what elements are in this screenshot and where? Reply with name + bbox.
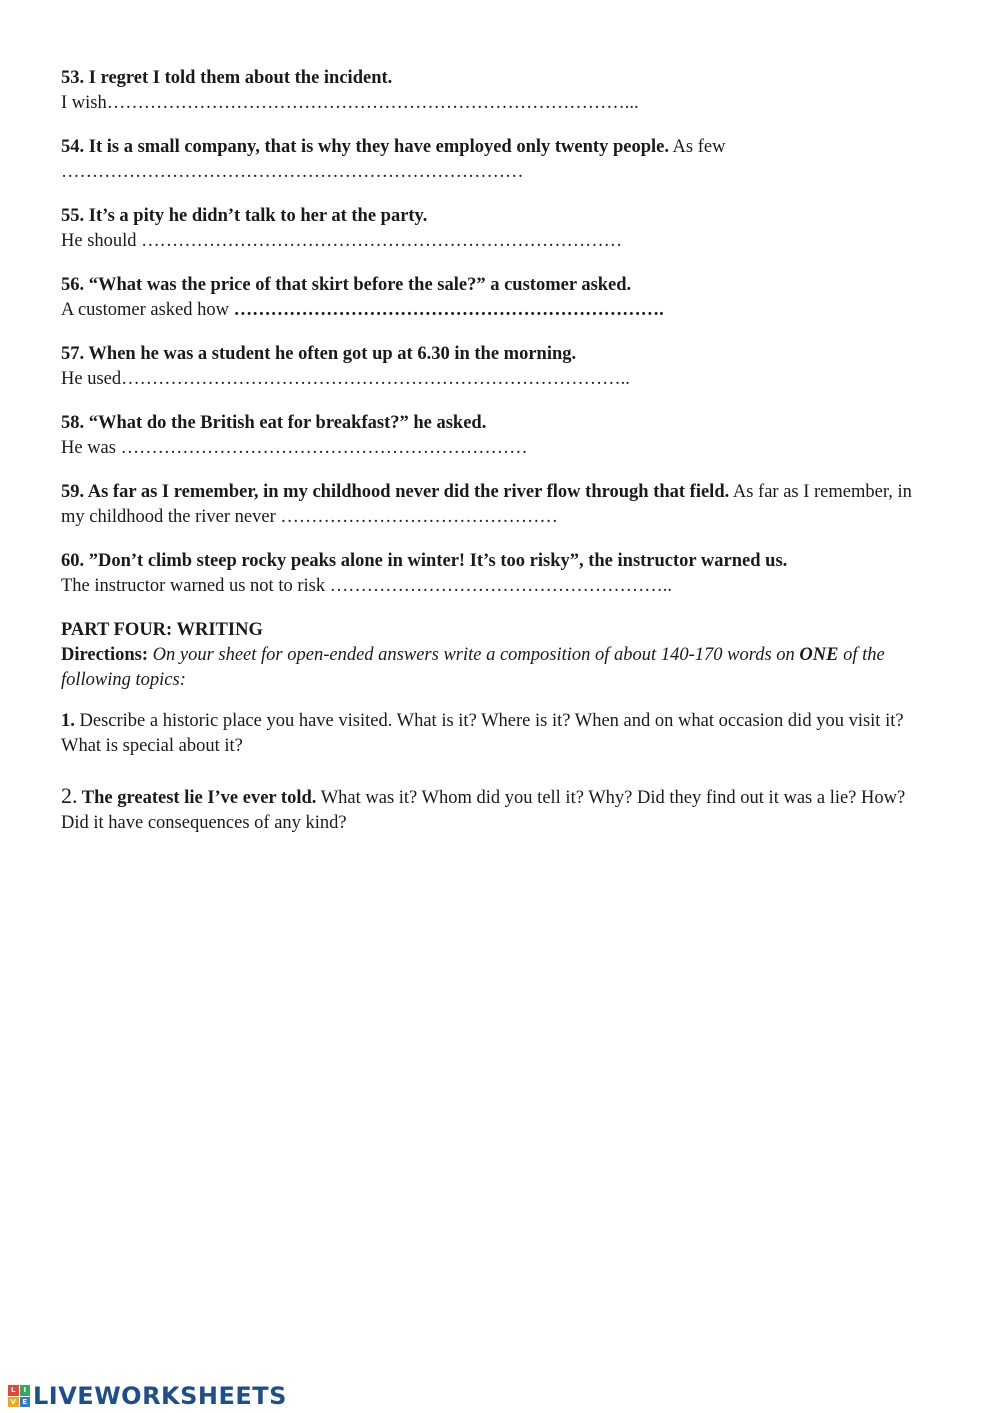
question-prompt: 56. “What was the price of that skirt before the sale?” a customer asked.: [61, 275, 632, 295]
section-title: PART FOUR: WRITING: [61, 620, 263, 640]
answer-line[interactable]: [61, 160, 921, 185]
answer-lead: A customer asked how: [61, 300, 234, 320]
liveworksheets-logo[interactable]: [8, 1381, 287, 1411]
question-prompt: 57. When he was a student he often got up at 6.30 in the morning.: [61, 344, 577, 364]
question-prompt: 58. “What do the British eat for breakfast?” he asked.: [61, 413, 487, 433]
question-prompt: 54. It is a small company, that is why they have employed only twenty people.: [61, 137, 669, 157]
logo-tile: L: [8, 1385, 19, 1396]
question-58: [61, 411, 921, 461]
answer-blank[interactable]: …………………………………………………………………: [61, 162, 524, 182]
answer-blank[interactable]: ……………………………………………………………………: [141, 231, 623, 251]
answer-lead: He used: [61, 369, 122, 389]
question-57: [61, 342, 921, 392]
question-53: [61, 66, 921, 116]
answer-blank[interactable]: ………………………………………: [280, 507, 558, 527]
answer-blank[interactable]: ………………………………………………………………………..: [121, 369, 630, 389]
answer-line[interactable]: [61, 229, 921, 254]
topic-number: 2.: [61, 783, 78, 808]
topic-body: Describe a historic place you have visited. What is it? Where is it? When and on what occasion did you visit it? What is special about it?: [61, 711, 904, 756]
question-59: [61, 480, 921, 530]
question-54: [61, 135, 921, 185]
topic-title: The greatest lie I’ve ever told.: [77, 788, 317, 808]
question-prompt: 53. I regret I told them about the incident.: [61, 68, 393, 88]
directions-text: On your sheet for open-ended answers write a composition of about 140-170 words on: [148, 645, 800, 665]
answer-lead: As far as I remember, in my childhood the river never: [61, 482, 912, 527]
directions-label: Directions:: [61, 645, 148, 665]
topic-2: [61, 783, 921, 836]
logo-text: LIVEWORKSHEETS: [33, 1382, 287, 1410]
directions-emphasis: ONE: [799, 645, 839, 665]
answer-line[interactable]: [61, 367, 921, 392]
answer-line[interactable]: [61, 91, 921, 116]
writing-section: [61, 618, 921, 836]
question-prompt: 55. It’s a pity he didn’t talk to her at the party.: [61, 206, 428, 226]
logo-tile: I: [20, 1385, 31, 1396]
directions-tail: of the following topics:: [61, 645, 885, 690]
logo-tile: E: [20, 1397, 31, 1408]
answer-line[interactable]: [61, 574, 921, 599]
answer-blank[interactable]: …………………………………………………………….: [233, 300, 664, 320]
answer-blank[interactable]: ………………………………………………..: [329, 576, 672, 596]
answer-blank[interactable]: …………………………………………………………: [120, 438, 528, 458]
answer-lead: He should: [61, 231, 142, 251]
question-prompt: 60. ”Don’t climb steep rocky peaks alone in winter! It’s too risky”, the instructor warned us.: [61, 551, 788, 571]
topic-number: 1.: [61, 711, 75, 731]
logo-mark-icon: [8, 1385, 30, 1407]
logo-tile: V: [8, 1397, 19, 1408]
answer-blank[interactable]: …………………………………………………………………………...: [106, 93, 639, 113]
topic-1: [61, 709, 921, 759]
question-prompt: 59. As far as I remember, in my childhood never did the river flow through that field.: [61, 482, 730, 502]
answer-lead: As few: [668, 137, 726, 157]
directions: [61, 643, 921, 693]
answer-lead: The instructor warned us not to risk: [61, 576, 330, 596]
answer-lead: He was: [61, 438, 121, 458]
answer-lead: I wish: [61, 93, 107, 113]
question-55: [61, 204, 921, 254]
question-56: [61, 273, 921, 323]
question-60: [61, 549, 921, 599]
topic-body: What was it? Whom did you tell it? Why? Did they find out it was a lie? How? Did it have consequences of any kind?: [61, 788, 906, 833]
answer-line[interactable]: [61, 298, 921, 323]
answer-line[interactable]: [61, 436, 921, 461]
worksheet-page: [61, 66, 921, 836]
